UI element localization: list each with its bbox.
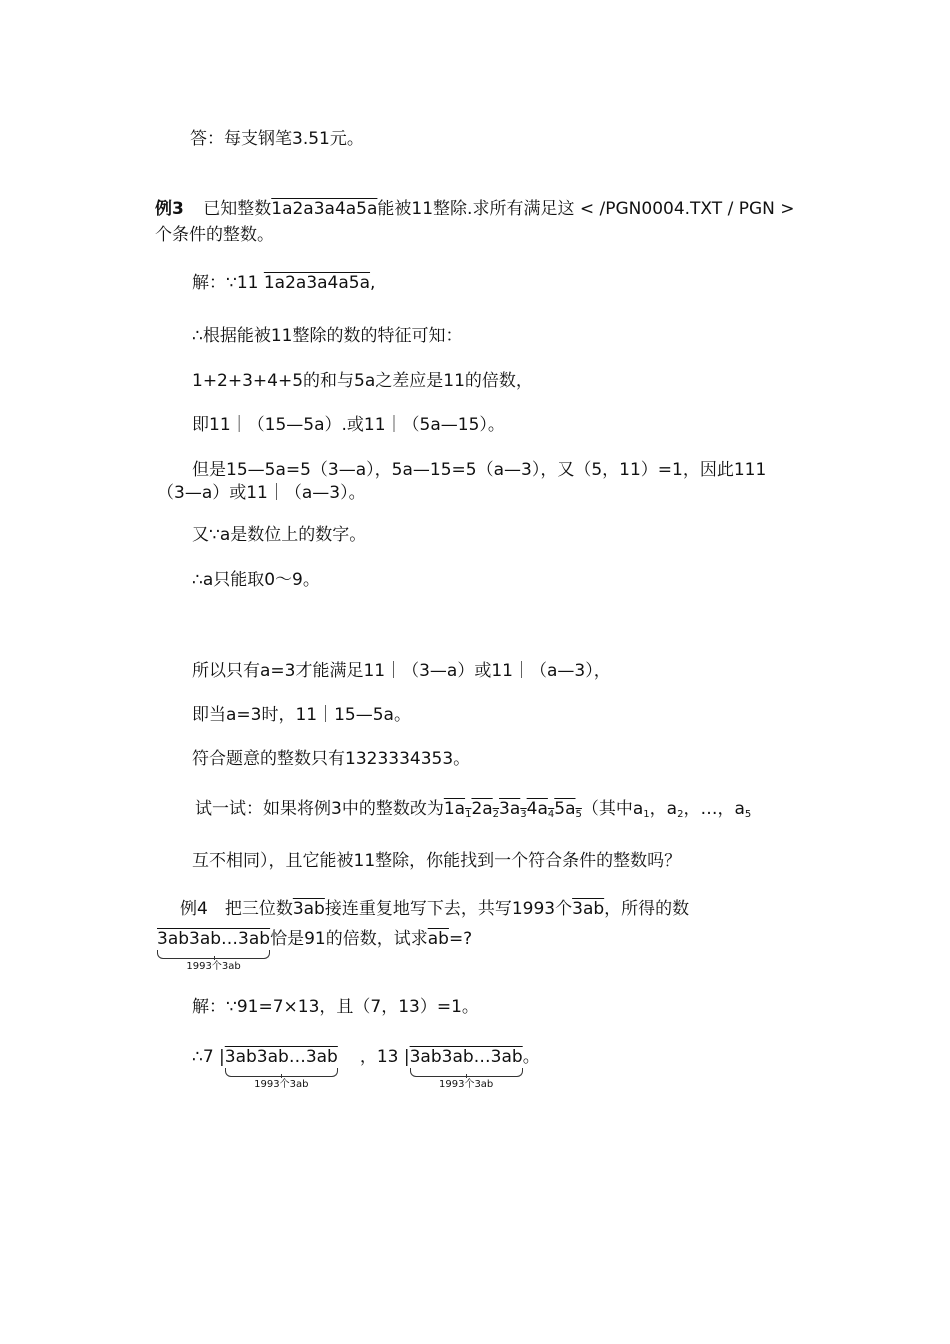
solution-number: 1a2a3a4a5a xyxy=(263,273,371,293)
try-number xyxy=(444,799,582,819)
solution4-line-2 xyxy=(192,1046,540,1090)
solution4-number-1: 3ab3ab…3ab xyxy=(224,1047,338,1067)
text-line-9: 即当a=3时，11｜15—5a。 xyxy=(192,705,411,725)
answer-line: 答：每支钢笔3.51元。 xyxy=(190,129,364,149)
solution4-braced-number-1 xyxy=(224,1046,338,1090)
solution4-text: ∴7 | xyxy=(192,1047,225,1067)
try-number-sub: 2 xyxy=(492,809,500,820)
text-line-7: ∴a只能取0～9。 xyxy=(192,570,320,590)
solution-text: 解：∵11 xyxy=(192,273,264,293)
example4-line xyxy=(180,898,689,920)
example4-text-end: =? xyxy=(448,929,473,949)
solution4-text-mid: ，13 | xyxy=(359,1047,410,1067)
text-line-2: 1+2+3+4+5的和与5a之差应是11的倍数， xyxy=(192,371,533,391)
try-line xyxy=(195,798,751,826)
underbrace xyxy=(157,950,270,959)
example3-line xyxy=(155,198,795,220)
try-number-sub: 3 xyxy=(520,809,527,820)
example4-line-2 xyxy=(157,928,473,972)
example3-label: 例3 xyxy=(155,199,184,219)
try-text: 试一试：如果将例3中的整数改为 xyxy=(195,799,444,819)
try-sub-1: 1 xyxy=(643,809,650,820)
text-line-6: 又∵a是数位上的数字。 xyxy=(192,525,367,545)
example4-text-cont: 恰是91的倍数，试求 xyxy=(270,929,428,949)
try-number-part: 1a xyxy=(443,799,466,819)
try-sub-2: 2 xyxy=(677,809,684,820)
example4-number: 3ab3ab…3ab xyxy=(157,929,271,949)
try-line-2: 互不相同），且它能被11整除，你能找到一个符合条件的整数吗？ xyxy=(192,851,682,871)
solution4-end: 。 xyxy=(522,1047,540,1067)
text-line-5: （3—a）或11｜（a—3）。 xyxy=(157,483,366,503)
example4-text: 例4 把三位数 xyxy=(180,899,293,919)
example4-text-cont: ，所得的数 xyxy=(604,899,690,919)
example3-text-cont: 能被11整除.求所有满足这 < /PGN0004.TXT / PGN > xyxy=(377,199,795,219)
text-line-8: 所以只有a=3才能满足11｜（3—a）或11｜（a—3）， xyxy=(192,661,611,681)
try-text-cont: （其中a xyxy=(581,799,644,819)
solution-end: , xyxy=(370,273,376,293)
example4-overline-1: 3ab xyxy=(292,899,325,919)
solution4-braced-number-2 xyxy=(409,1046,523,1090)
try-text-cont: ，…，a xyxy=(683,799,745,819)
try-number-part: 3a xyxy=(499,799,521,819)
text-line-1: ∴根据能被11整除的数的特征可知： xyxy=(192,326,463,346)
try-text-cont: ，a xyxy=(649,799,678,819)
text-line-10: 符合题意的整数只有1323334353。 xyxy=(192,749,471,769)
try-number-sub: 1 xyxy=(465,809,472,820)
example3-number: 1a2a3a4a5a xyxy=(271,199,378,219)
underbrace-label: 1993个3ab xyxy=(254,1079,309,1090)
try-number-part: 2a xyxy=(471,799,493,819)
text-line-3: 即11｜（15—5a）.或11｜（5a—15）。 xyxy=(192,415,505,435)
solution4-number-2: 3ab3ab…3ab xyxy=(409,1047,523,1067)
example4-braced-number xyxy=(157,928,271,972)
example4-overline-2: 3ab xyxy=(572,899,605,919)
text-line-4: 但是15—5a=5（3—a），5a—15=5（a—3），又（5，11）=1，因此111 xyxy=(192,460,767,480)
underbrace xyxy=(410,1068,523,1077)
example3-text: 已知整数 xyxy=(203,199,272,219)
example4-text-cont: 接连重复地写下去，共写1993个 xyxy=(324,899,573,919)
solution4-line: 解：∵91=7×13，且（7，13）=1。 xyxy=(192,997,479,1017)
try-sub-5: 5 xyxy=(744,809,752,820)
try-number-sub: 5 xyxy=(575,809,582,820)
underbrace-label: 1993个3ab xyxy=(186,961,241,972)
example3-line-2: 个条件的整数。 xyxy=(155,225,274,245)
solution-line xyxy=(192,272,375,294)
example4-overline-3: $\overline{ab}$ xyxy=(427,929,449,949)
underbrace-label: 1993个3ab xyxy=(438,1079,494,1090)
underbrace xyxy=(225,1068,338,1077)
try-number-sub: 4 xyxy=(547,809,555,820)
try-number-part: 4a xyxy=(526,799,548,819)
try-number-part: 5a xyxy=(554,799,576,819)
